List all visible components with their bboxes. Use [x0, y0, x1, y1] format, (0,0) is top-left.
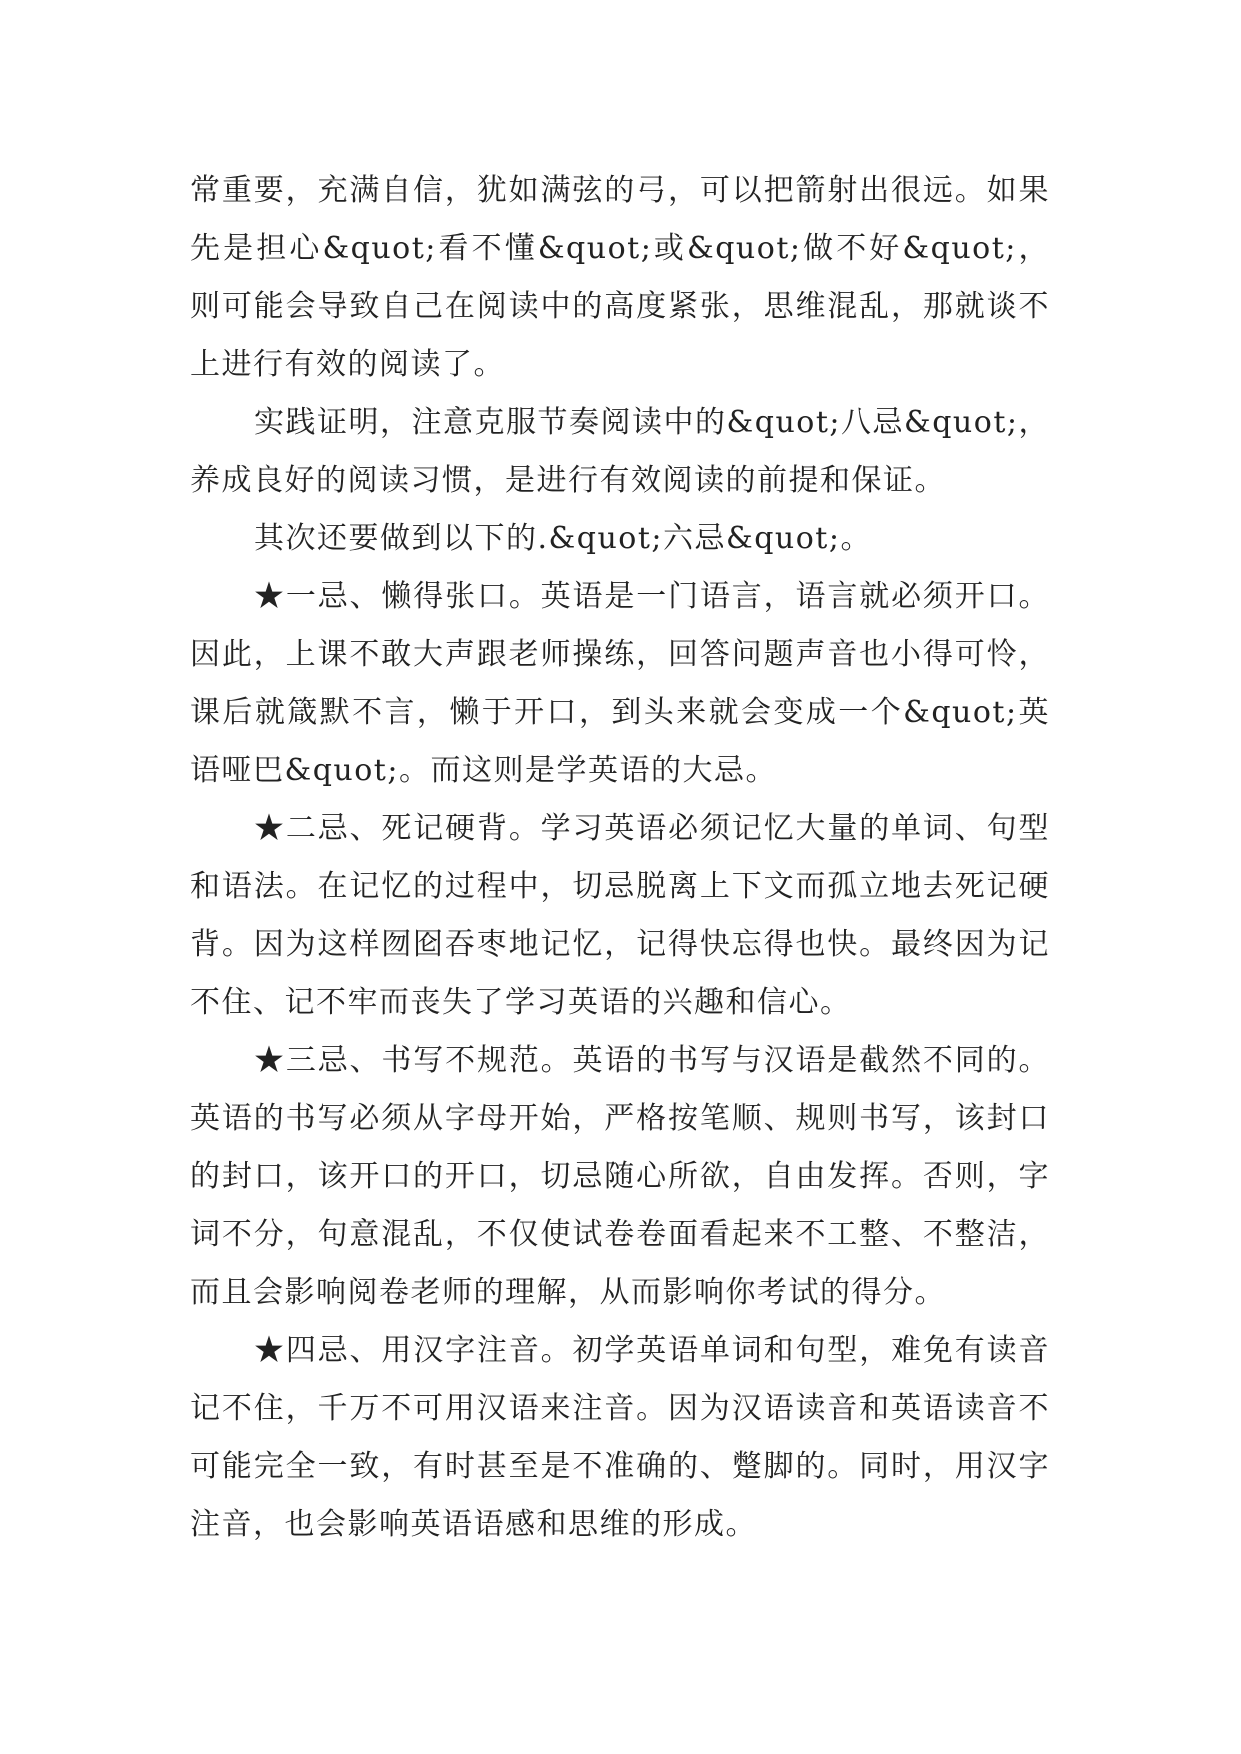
paragraph-7: ★四忌、用汉字注音。初学英语单词和句型，难免有读音记不住，千万不可用汉语来注音。因为汉语读音和英语读音不可能完全一致，有时甚至是不准确的、蹩脚的。同时，用汉字注音，也会影响英语语感和思维的形成。 — [190, 1333, 1050, 1542]
paragraph-4: ★一忌、懒得张口。英语是一门语言，语言就必须开口。因此，上课不敢大声跟老师操练，回答问题声音也小得可怜，课后就箴默不言，懒于开口，到头来就会变成一个&quot;英语哑巴&quot;。而这则是学英语的大忌。 — [190, 579, 1050, 788]
paragraph-5: ★二忌、死记硬背。学习英语必须记忆大量的单词、句型和语法。在记忆的过程中，切忌脱离上下文而孤立地去死记硬背。因为这样囫囵吞枣地记忆，记得快忘得也快。最终因为记不住、记不牢而丧失了学习英语的兴趣和信心。 — [190, 811, 1050, 1020]
document-body — [190, 162, 1050, 1554]
paragraph-6: ★三忌、书写不规范。英语的书写与汉语是截然不同的。英语的书写必须从字母开始，严格按笔顺、规则书写，该封口的封口，该开口的开口，切忌随心所欲，自由发挥。否则，字词不分，句意混乱，不仅使试卷卷面看起来不工整、不整洁，而且会影响阅卷老师的理解，从而影响你考试的得分。 — [190, 1043, 1050, 1310]
paragraph-2: 实践证明，注意克服节奏阅读中的&quot;八忌&quot;，养成良好的阅读习惯，是进行有效阅读的前提和保证。 — [190, 405, 1050, 498]
paragraph-1: 常重要，充满自信，犹如满弦的弓，可以把箭射出很远。如果先是担心&quot;看不懂&quot;或&quot;做不好&quot;，则可能会导致自己在阅读中的高度紧张，思维混乱，那就谈不上进行有效的阅读了。 — [190, 173, 1050, 382]
paragraph-3: 其次还要做到以下的.&quot;六忌&quot;。 — [254, 521, 872, 556]
